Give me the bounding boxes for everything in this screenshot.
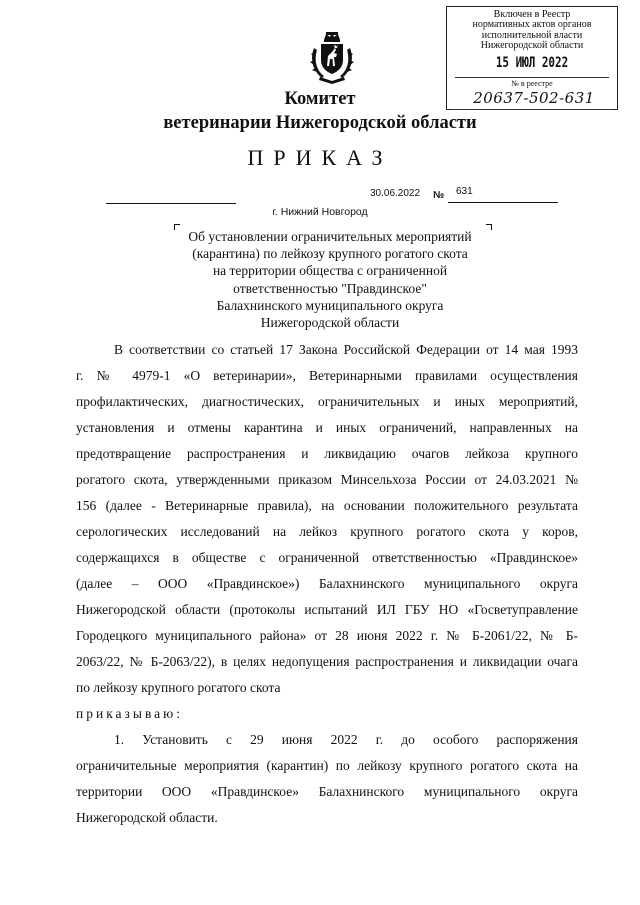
subject-line: Об установлении ограничительных мероприятий xyxy=(188,229,472,244)
body-line: предотвращение распространения и ликвидацию очагов лейкоза крупного xyxy=(76,446,578,461)
body-line: по лейкозу крупного рогатого скота xyxy=(76,680,281,695)
document-number: 631 xyxy=(456,186,473,197)
subject-line: на территории общества с ограниченной xyxy=(212,263,448,279)
body-line: 2063/22, № Б-2063/22), в целях недопущения распространения и ликвидации очага xyxy=(76,654,578,669)
clause-1-line: территории ООО «Правдинское» Балахнинского муниципального округа xyxy=(76,784,578,799)
number-line-right xyxy=(448,202,558,203)
subject-line: (карантина) по лейкозу крупного рогатого скота xyxy=(192,246,468,262)
body-line: (далее – ООО «Правдинское») Балахнинского муниципального округа xyxy=(76,576,578,591)
body-line: Нижегородской области (протоколы испытаний ИЛ ГБУ НО «Госветуправление xyxy=(76,602,578,617)
document-type-title: ПРИКАЗ xyxy=(247,145,393,170)
stamp-line-1: Включен в Реестр xyxy=(493,9,571,20)
stamp-registry-number: 20637-502-631 xyxy=(473,89,595,107)
document-subject xyxy=(160,228,500,331)
clause-1-line: ограничительные мероприятия (карантин) по лейкозу крупного рогатого скота на xyxy=(76,758,578,773)
subject-line: ответственностью "Правдинское" xyxy=(233,280,427,296)
stamp-line-2: нормативных актов органов xyxy=(472,19,592,30)
body-line: В соответствии со статьей 17 Закона Российской Федерации от 14 мая 1993 xyxy=(114,342,578,357)
body-line: серологических исследований на лейкоз крупного рогатого скота у коров, xyxy=(76,524,578,539)
organization-name-line-2: ветеринарии Нижегородской области xyxy=(163,113,477,133)
body-line: профилактических, диагностических, ограничительных и иных мероприятий, xyxy=(76,394,578,409)
subject-line: Нижегородской области xyxy=(260,315,400,331)
clause-1-line: Нижегородской области. xyxy=(76,810,218,825)
body-line: 156 (далее - Ветеринарные правила), на основании положительного результата xyxy=(76,498,578,513)
body-line: рогатого скота, утвержденными приказом Минсельхоза России от 24.03.2021 № xyxy=(76,472,578,487)
order-keyword: приказываю: xyxy=(76,706,183,721)
stamp-line-4: Нижегородской области xyxy=(480,40,584,51)
document-date: 30.06.2022 xyxy=(370,188,421,199)
body-line: содержащихся в обществе с ограниченной ответственностью «Правдинское» xyxy=(76,550,578,565)
subject-line: Балахнинского муниципального округа xyxy=(216,297,444,313)
body-line: г. № 4979-1 «О ветеринарии», Ветеринарными правилами осуществления xyxy=(76,368,578,383)
stamp-date: 15 ИЮЛ 2022 xyxy=(495,55,569,71)
body-line: Городецкого муниципального района» от 28 июня 2022 г. № Б-2061/22, № Б- xyxy=(76,628,578,643)
stamp-line-3: исполнительной власти xyxy=(481,29,583,41)
coat-of-arms-icon xyxy=(308,30,356,84)
body-line: установления и отмены карантина и иных ограничений, направленных на xyxy=(76,420,578,435)
organization-name: Комитет xyxy=(284,89,356,109)
date-line-left xyxy=(106,203,236,204)
stamp-registry-label: № в реестре xyxy=(511,79,553,88)
number-sign: № xyxy=(433,190,445,201)
clause-1-line: 1. Установить с 29 июня 2022 г. до особого распоряжения xyxy=(114,732,578,747)
stamp-divider xyxy=(455,77,609,78)
document-city: г. Нижний Новгород xyxy=(272,206,368,218)
